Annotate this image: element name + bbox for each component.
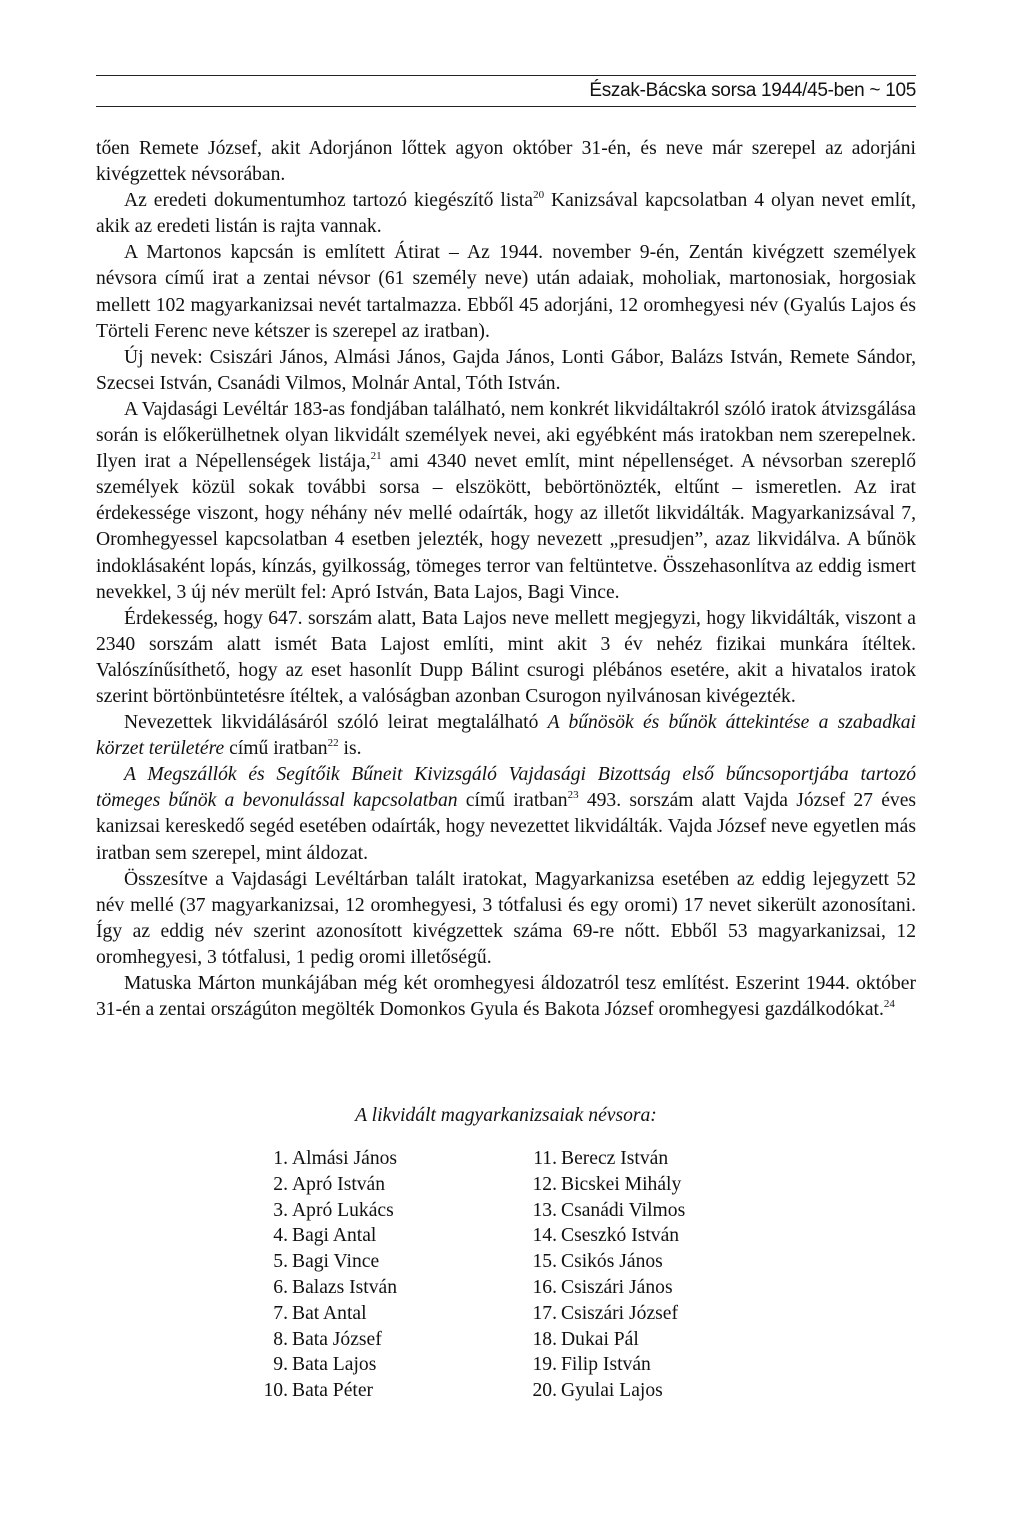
paragraph-6-text: Érdekesség, hogy 647. sorszám alatt, Bata Lajos neve mellett megjegyzi, hogy likvidálták, viszont a 2340 sorszám alatt ismét Bata Lajost említi, mint akit 3 év nehéz fizikai munkára ítéltek. Valószínűsíthető, hogy az eset hasonlít Dupp Bálint csurogi plébános esetére, akit a hivatalos iratok szerint börtönbüntetésre ítéltek, a valóságban azonban Csurogon nyilvánosan kivégezték. bbox=[96, 607, 916, 707]
footnote-ref-23[interactable]: 23 bbox=[567, 789, 579, 802]
paragraph-3-text: A Martonos kapcsán is említett Átirat – Az 1944. november 9-én, Zentán kivégzett személyek névsora című irat a zentai névsor (61 személy neve) után adaiak, moholiak, martonosiak, horgosiak mellett 102 magyarkanizsai nevét tartalmazza. Ebből 45 adorjáni, 12 oromhegyesi név (Gyalús Lajos és Törteli Ferenc neve kétszer is szerepel az iratban). bbox=[96, 242, 916, 342]
paragraph-5 bbox=[96, 397, 916, 606]
paragraph-7-text-b: című iratban bbox=[224, 738, 328, 760]
list-number: 10. bbox=[263, 1380, 288, 1402]
list-name: Almási János bbox=[292, 1148, 398, 1169]
list-item bbox=[527, 1327, 685, 1353]
list-item bbox=[527, 1352, 685, 1378]
list-item bbox=[527, 1172, 685, 1198]
list-number: 2. bbox=[273, 1173, 288, 1195]
paragraph-8 bbox=[96, 762, 916, 866]
list-item bbox=[258, 1378, 397, 1404]
list-name: Csanádi Vilmos bbox=[561, 1199, 686, 1221]
list-number: 15. bbox=[532, 1251, 557, 1273]
list-item bbox=[527, 1198, 685, 1224]
paragraph-10-text: Matuska Márton munkájában még két oromhegyesi áldozatról tesz említést. Eszerint 1944. október 31-én a zentai országúton megölték Domonkos Gyula és Bakota József oromhegyesi gazdálkodókat. bbox=[96, 973, 916, 1021]
list-name: Csikós János bbox=[561, 1251, 663, 1273]
list-item bbox=[258, 1249, 397, 1275]
list-item bbox=[258, 1301, 397, 1327]
list-name: Apró István bbox=[292, 1173, 386, 1195]
list-item bbox=[258, 1146, 397, 1172]
list-item bbox=[258, 1198, 397, 1224]
name-list-right bbox=[527, 1146, 685, 1404]
paragraph-2-text-b: Kanizsával kapcsolatban 4 olyan nevet említ, akik az eredeti listán is rajta vannak. bbox=[96, 190, 916, 238]
commission-title-italic: A Megszállók és Segítőik Bűneit Kivizsgáló Vajdasági Bizottság első bűncsoportjába tartozó tömeges bűnök a bevonulással kapcsolatban bbox=[96, 764, 916, 812]
paragraph-7 bbox=[96, 710, 916, 762]
paragraph-10 bbox=[96, 971, 916, 1023]
list-number: 3. bbox=[273, 1199, 288, 1221]
list-number: 1. bbox=[273, 1148, 288, 1169]
list-name: Bicskei Mihály bbox=[561, 1173, 682, 1195]
list-number: 6. bbox=[273, 1276, 288, 1298]
paragraph-7-text-a: Nevezettek likvidálásáról szóló leirat megtalálható bbox=[124, 712, 548, 734]
list-name: Filip István bbox=[561, 1354, 651, 1376]
list-number: 9. bbox=[273, 1354, 288, 1376]
list-title: A likvidált magyarkanizsaiak névsora: bbox=[355, 1105, 657, 1126]
paragraph-9-text: Összesítve a Vajdasági Levéltárban talált iratokat, Magyarkanizsa esetében az eddig lejegyzett 52 név mellé (37 magyarkanizsai, 12 oromhegyesi, 3 tótfalusi és egy oromi) 17 nevet sikerült azonosítani. Így az eddig név szerint azonosított kivégzettek száma 69-re nőtt. Ebből 53 magyarkanizsai, 12 oromhegyesi, 3 tótfalusi, 1 pedig oromi illetőségű. bbox=[96, 868, 916, 968]
paragraph-6 bbox=[96, 606, 916, 710]
paragraph-5-text-b: ami 4340 nevet említ, mint népellenséget. A névsorban szereplő személyek közül sokak további sorsa – elszökött, bebörtönözték, eltűnt – ismeretlen. Az irat érdekessége viszont, hogy néhány név mellé odaírták, hogy az illetőt likvidálták. Magyarkanizsával 7, Oromhegyessel kapcsolatban 4 esetben jelezték, hogy nevezett „presudjen”, azaz likvidálva. A bűnök indoklásaként lopás, kínzás, gyilkosság, tömeges terror van feltüntetve. Összehasonlítva az eddig ismert nevekkel, 3 új név merült fel: Apró István, Bata Lajos, Bagi Vince. bbox=[96, 451, 917, 603]
paragraph-8-text-a: című iratban bbox=[457, 790, 568, 812]
list-name: Gyulai Lajos bbox=[561, 1380, 663, 1402]
list-name: Cseszkó István bbox=[561, 1225, 680, 1247]
list-number: 20. bbox=[532, 1380, 557, 1402]
list-name: Berecz István bbox=[561, 1148, 669, 1169]
list-item bbox=[258, 1275, 397, 1301]
list-number: 7. bbox=[273, 1302, 288, 1324]
list-name: Bata Lajos bbox=[292, 1354, 377, 1376]
list-number: 13. bbox=[532, 1199, 557, 1221]
paragraph-1-text: tően Remete József, akit Adorjánon lőttek agyon október 31-én, és neve már szerepel az adorjáni kivégzettek névsorában. bbox=[96, 138, 916, 186]
list-item bbox=[527, 1378, 685, 1404]
list-item bbox=[527, 1146, 685, 1172]
paragraph-1 bbox=[96, 136, 916, 188]
list-name: Csiszári János bbox=[561, 1276, 673, 1298]
paragraph-5-text-a: A Vajdasági Levéltár 183-as fondjában található, nem konkrét likvidáltakról szóló iratok átvizsgálása során is előkerülhetnek olyan likvidált személyek nevei, aki egyébként más iratokban nem szerepelnek. Ilyen irat a Népellenségek listája, bbox=[96, 398, 916, 473]
paragraph-4 bbox=[96, 345, 916, 397]
list-item bbox=[258, 1172, 397, 1198]
list-item bbox=[527, 1275, 685, 1301]
paragraph-9 bbox=[96, 867, 916, 971]
list-name: Csiszári József bbox=[561, 1302, 678, 1324]
list-number: 12. bbox=[532, 1173, 557, 1195]
document-title-italic: A bűnösök és bűnök áttekintése a szabadkai körzet területére bbox=[96, 712, 916, 760]
list-name: Bat Antal bbox=[292, 1302, 367, 1324]
list-name: Bata Péter bbox=[292, 1380, 374, 1402]
list-item bbox=[258, 1327, 397, 1353]
paragraph-4-text: Új nevek: Csiszári János, Almási János, Gajda János, Lonti Gábor, Balázs István, Remete Sándor, Szecsei István, Csanádi Vilmos, Molnár Antal, Tóth István. bbox=[96, 346, 916, 394]
list-number: 4. bbox=[273, 1225, 288, 1247]
list-name: Balazs István bbox=[292, 1276, 398, 1298]
list-item bbox=[527, 1301, 685, 1327]
list-number: 14. bbox=[532, 1225, 557, 1247]
list-item bbox=[527, 1249, 685, 1275]
list-number: 8. bbox=[273, 1328, 288, 1350]
header-rule-top bbox=[96, 75, 916, 76]
list-number: 5. bbox=[273, 1251, 288, 1273]
list-number: 17. bbox=[532, 1302, 557, 1324]
list-item bbox=[258, 1352, 397, 1378]
footnote-ref-21[interactable]: 21 bbox=[370, 450, 382, 463]
running-header: Észak-Bácska sorsa 1944/45-ben ~ 105 bbox=[589, 80, 916, 101]
list-name: Dukai Pál bbox=[561, 1328, 639, 1350]
footnote-ref-22[interactable]: 22 bbox=[327, 737, 339, 750]
footnote-ref-24[interactable]: 24 bbox=[883, 998, 895, 1011]
list-name: Bagi Antal bbox=[292, 1225, 377, 1247]
name-list-left bbox=[258, 1146, 397, 1404]
list-name: Bagi Vince bbox=[292, 1251, 380, 1273]
paragraph-8-text-b: 493. sorszám alatt Vajda József 27 éves kanizsai kereskedő segéd esetében odaírták, hogy nevezettet likvidálták. Vajda József neve egyetlen más iratban sem szerepel, mint áldozat. bbox=[96, 790, 917, 864]
list-number: 11. bbox=[533, 1148, 557, 1169]
list-number: 18. bbox=[532, 1328, 557, 1350]
header-rule-bottom bbox=[96, 106, 916, 107]
body-text bbox=[96, 136, 916, 1023]
paragraph-3 bbox=[96, 240, 916, 344]
list-number: 16. bbox=[532, 1276, 557, 1298]
list-name: Apró Lukács bbox=[292, 1199, 394, 1221]
list-item bbox=[258, 1223, 397, 1249]
list-number: 19. bbox=[532, 1354, 557, 1376]
list-name: Bata József bbox=[292, 1328, 382, 1350]
footnote-ref-20[interactable]: 20 bbox=[533, 189, 545, 202]
paragraph-2-text-a: Az eredeti dokumentumhoz tartozó kiegészítő lista bbox=[124, 190, 534, 212]
paragraph-2 bbox=[96, 188, 916, 240]
paragraph-7-text-c: is. bbox=[338, 738, 362, 760]
list-item bbox=[527, 1223, 685, 1249]
